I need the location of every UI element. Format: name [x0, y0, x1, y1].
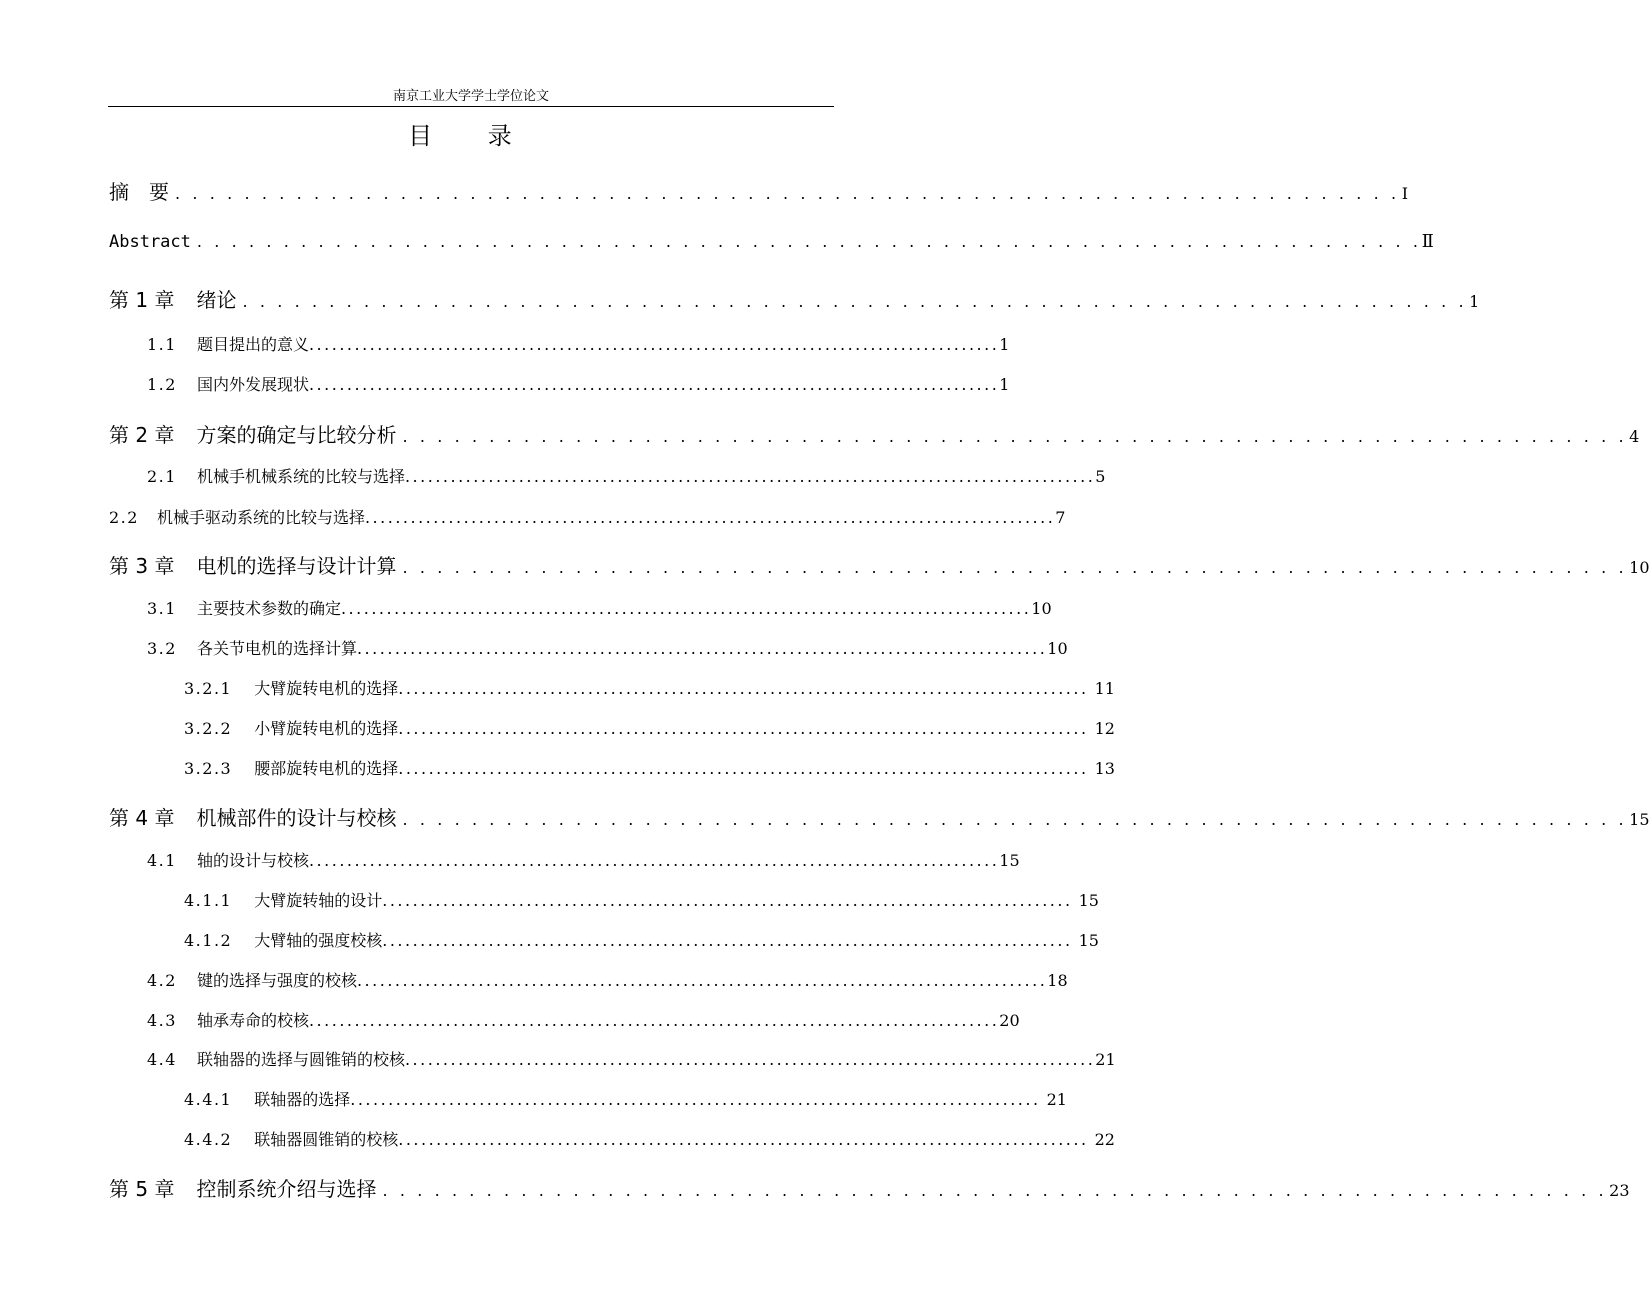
toc-entry-number: 第 5 章	[109, 1177, 175, 1201]
toc-dot-leader: . . . . . . . . . . . . . . . . . . . . . . . . . . . . . . . . . . . . . . . . . . . . . . . . . . . . . . . . . . . . . . . . . . . . . . .	[402, 427, 1628, 446]
toc-page-number: 13	[1094, 759, 1115, 778]
toc-page-number: 1	[1469, 292, 1480, 311]
toc-entry-number: 4.4	[147, 1050, 177, 1069]
toc-page-number: 11	[1094, 679, 1115, 698]
toc-entry-title: 联轴器的选择与圆锥销的校核	[196, 1050, 405, 1069]
toc-entry-title: 大臂轴的强度校核	[254, 931, 383, 950]
toc-entry-number: 4.3	[147, 1011, 177, 1030]
toc-page-number: 23	[1609, 1181, 1630, 1200]
toc-page-number: 15	[999, 851, 1020, 870]
toc-entry-number: 4.4.2	[184, 1130, 233, 1149]
toc-entry-title: 大臂旋转电机的选择	[254, 679, 399, 698]
toc-entry[interactable]	[184, 1087, 1067, 1110]
toc-page-number: Ⅱ	[1421, 231, 1434, 252]
toc-title: 目 录	[408, 122, 536, 150]
toc-entry[interactable]	[184, 756, 1115, 779]
toc-entry[interactable]	[147, 372, 1010, 395]
toc-dot-leader: . . . . . . . . . . . . . . . . . . . . . . . . . . . . . . . . . . . . . . . . . . . . . . . . . . . . . . . . . . . . . . . . . . . . . . .	[175, 184, 1400, 203]
toc-dot-leader: ...........................................................................................	[404, 467, 1096, 486]
toc-entry-title: 腰部旋转电机的选择	[254, 759, 399, 778]
toc-page-number: 1	[999, 375, 1010, 394]
toc-dot-leader: ...........................................................................................	[308, 851, 1000, 870]
toc-dot-leader: ...........................................................................................	[340, 599, 1032, 618]
toc-dot-leader: . . . . . . . . . . . . . . . . . . . . . . . . . . . . . . . . . . . . . . . . . . . . . . . . . . . . . . . . . . . . . . . . . . . . . . .	[242, 292, 1468, 311]
toc-entry-title: 控制系统介绍与选择	[196, 1177, 377, 1201]
toc-dot-leader: . . . . . . . . . . . . . . . . . . . . . . . . . . . . . . . . . . . . . . . . . . . . . . . . . . . . . . . . . . . . . . . . . . . . . . .	[382, 1181, 1608, 1200]
toc-entry-title: 轴的设计与校核	[196, 851, 309, 870]
header-rule	[108, 106, 834, 107]
toc-page-number: 15	[1629, 810, 1650, 829]
toc-entry[interactable]	[109, 419, 1640, 448]
toc-entry-title: 键的选择与强度的校核	[196, 971, 357, 990]
toc-dot-leader: ...........................................................................................	[404, 1050, 1096, 1069]
toc-entry-number: 2.1	[147, 467, 177, 486]
toc-dot-leader: ...........................................................................................	[398, 679, 1089, 698]
toc-entry-title: 小臂旋转电机的选择	[254, 719, 399, 738]
toc-entry[interactable]	[184, 888, 1099, 911]
toc-entry[interactable]	[147, 1047, 1116, 1070]
toc-entry-title: 主要技术参数的确定	[196, 599, 341, 618]
toc-entry-title: 联轴器圆锥销的校核	[254, 1130, 399, 1149]
toc-entry-number: 3.2.2	[184, 719, 233, 738]
toc-entry-number: 4.4.1	[184, 1090, 233, 1109]
toc-dot-leader: ...........................................................................................	[308, 1011, 1000, 1030]
toc-dot-leader: ...........................................................................................	[382, 891, 1073, 910]
toc-entry[interactable]	[147, 968, 1068, 991]
toc-page-number: 10	[1031, 599, 1052, 618]
toc-page-number: 22	[1094, 1130, 1115, 1149]
toc-page-number: 21	[1046, 1090, 1067, 1109]
toc-dot-leader: . . . . . . . . . . . . . . . . . . . . . . . . . . . . . . . . . . . . . . . . . . . . . . . . . . . . . . . . . . . . . . . . . . . . . . .	[402, 810, 1628, 829]
toc-page-number: 1	[999, 335, 1010, 354]
toc-entry-title: 题目提出的意义	[196, 335, 309, 354]
toc-entry[interactable]	[147, 464, 1106, 487]
toc-dot-leader: ...........................................................................................	[308, 335, 1000, 354]
toc-page-number: 5	[1095, 467, 1106, 486]
toc-page-number: 7	[1055, 508, 1066, 527]
toc-entry[interactable]	[109, 550, 1650, 579]
toc-dot-leader: ...........................................................................................	[398, 759, 1089, 778]
toc-entry-title: 绪论	[196, 288, 237, 312]
toc-entry-title: 方案的确定与比较分析	[196, 423, 397, 447]
toc-entry[interactable]	[147, 636, 1068, 659]
toc-entry[interactable]	[109, 176, 1409, 205]
toc-dot-leader: ...........................................................................................	[382, 931, 1073, 950]
toc-entry[interactable]	[184, 716, 1115, 739]
toc-entry-number: 第 4 章	[109, 806, 175, 830]
toc-entry-title: 各关节电机的选择计算	[196, 639, 357, 658]
toc-dot-leader: ...........................................................................................	[308, 375, 1000, 394]
toc-entry-number: 第 1 章	[109, 288, 175, 312]
toc-page-number: 10	[1629, 558, 1650, 577]
toc-entry-number: 4.2	[147, 971, 177, 990]
toc-entry[interactable]	[147, 332, 1010, 355]
toc-dot-leader: ...........................................................................................	[398, 1130, 1089, 1149]
toc-entry-number: 4.1	[147, 851, 177, 870]
toc-page-number: 15	[1078, 931, 1099, 950]
toc-entry[interactable]	[109, 231, 1434, 252]
toc-entry[interactable]	[184, 1127, 1115, 1150]
toc-dot-leader: ...........................................................................................	[356, 971, 1048, 990]
toc-entry-number: 1.2	[147, 375, 177, 394]
toc-page-number: 20	[999, 1011, 1020, 1030]
toc-entry-title: 电机的选择与设计计算	[196, 554, 397, 578]
toc-entry[interactable]	[147, 1008, 1020, 1031]
toc-entry-number: 3.2.3	[184, 759, 233, 778]
toc-entry-number: 3.1	[147, 599, 177, 618]
toc-dot-leader: . . . . . . . . . . . . . . . . . . . . . . . . . . . . . . . . . . . . . . . . . . . . . . . . . . . . . . . . . . . . . . . . . . . . . . .	[402, 558, 1628, 577]
toc-entry[interactable]	[109, 505, 1066, 528]
toc-entry-number: 第 3 章	[109, 554, 175, 578]
toc-entry[interactable]	[147, 848, 1020, 871]
toc-entry-title: 摘 要	[109, 180, 169, 204]
toc-entry-title: 机械手机械系统的比较与选择	[196, 467, 405, 486]
toc-entry-title: 轴承寿命的校核	[196, 1011, 309, 1030]
toc-entry-number: 4.1.2	[184, 931, 233, 950]
toc-dot-leader: ...........................................................................................	[398, 719, 1089, 738]
toc-page-number: 15	[1078, 891, 1099, 910]
toc-entry-title: 联轴器的选择	[254, 1090, 351, 1109]
toc-page-number: 21	[1095, 1050, 1116, 1069]
toc-entry-number: 3.2.1	[184, 679, 233, 698]
toc-dot-leader: ...........................................................................................	[356, 639, 1048, 658]
toc-entry-number: 3.2	[147, 639, 177, 658]
toc-page-number: Ⅰ	[1401, 184, 1409, 203]
toc-page-number: 18	[1047, 971, 1068, 990]
toc-page-number: 10	[1047, 639, 1068, 658]
toc-dot-leader: . . . . . . . . . . . . . . . . . . . . . . . . . . . . . . . . . . . . . . . . . . . . . . . . . . . . . . . . . . . . . . . . . . . . . . .	[196, 232, 1422, 251]
toc-entry-number: 1.1	[147, 335, 177, 354]
toc-entry[interactable]	[109, 802, 1650, 831]
toc-page-number: 4	[1629, 427, 1640, 446]
toc-dot-leader: ...........................................................................................	[350, 1090, 1041, 1109]
toc-page-number: 12	[1094, 719, 1115, 738]
toc-entry[interactable]	[109, 284, 1480, 313]
toc-entry[interactable]	[109, 1173, 1630, 1202]
toc-dot-leader: ...........................................................................................	[364, 508, 1056, 527]
running-header: 南京工业大学学士学位论文	[392, 89, 549, 104]
toc-entry[interactable]	[184, 928, 1099, 951]
toc-entry-title: 国内外发展现状	[196, 375, 309, 394]
toc-entry-title: 大臂旋转轴的设计	[254, 891, 383, 910]
toc-entry[interactable]	[184, 676, 1115, 699]
toc-entry[interactable]	[147, 596, 1052, 619]
toc-entry-number: 4.1.1	[184, 891, 233, 910]
toc-entry-number: 2.2	[109, 508, 139, 527]
toc-entry-title: 机械手驱动系统的比较与选择	[156, 508, 365, 527]
toc-entry-title: 机械部件的设计与校核	[196, 806, 397, 830]
toc-entry-title: Abstract	[109, 232, 191, 252]
toc-entry-number: 第 2 章	[109, 423, 175, 447]
